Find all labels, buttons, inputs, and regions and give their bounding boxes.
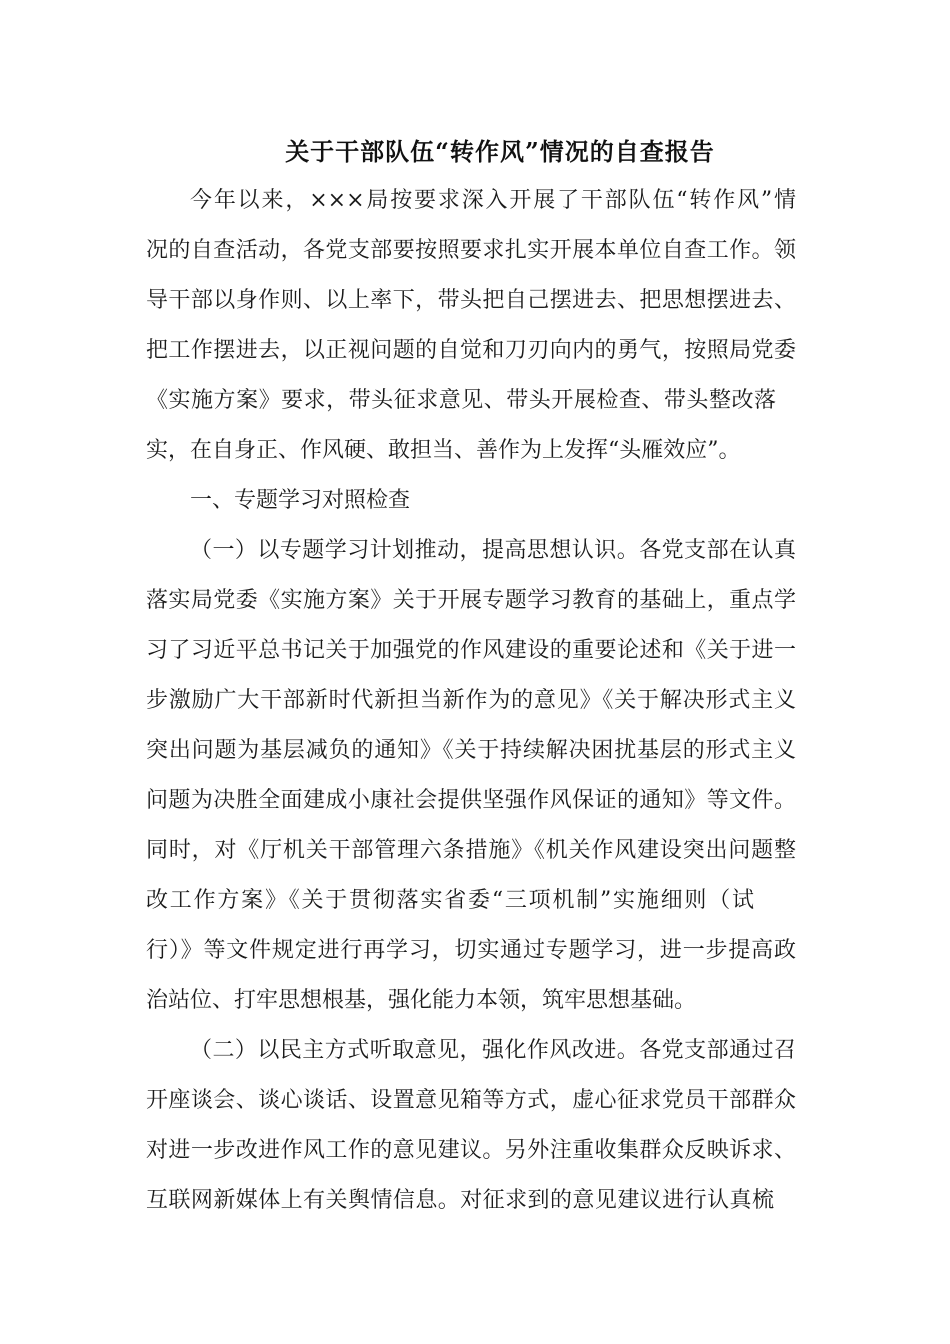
paragraph-line: 互联网新媒体上有关舆情信息。对征求到的意见建议进行认真梳 (146, 1188, 774, 1213)
paragraph-line: （一）以专题学习计划推动，提高思想认识。各党支部在认真 (190, 538, 796, 563)
paragraph-line: 今年以来，×××局按要求深入开展了干部队伍“转作风”情 (190, 188, 796, 213)
paragraph-line: 步激励广大干部新时代新担当新作为的意见》《关于解决形式主义 (146, 688, 796, 713)
paragraph-line: 开座谈会、谈心谈话、设置意见箱等方式，虚心征求党员干部群众 (146, 1088, 796, 1113)
paragraph-line: 行）》等文件规定进行再学习，切实通过专题学习，进一步提高政 (146, 938, 796, 963)
paragraph-line: 实，在自身正、作风硬、敢担当、善作为上发挥“头雁效应”。 (146, 438, 741, 463)
paragraph-line: 落实局党委《实施方案》关于开展专题学习教育的基础上，重点学 (146, 588, 796, 613)
paragraph-line: 改工作方案》《关于贯彻落实省委“三项机制”实施细则（试 (146, 888, 754, 913)
paragraph-line: （二）以民主方式听取意见，强化作风改进。各党支部通过召 (190, 1038, 796, 1063)
section-heading: 一、专题学习对照检查 (190, 488, 411, 513)
paragraph-line: 习了习近平总书记关于加强党的作风建设的重要论述和《关于进一 (146, 638, 796, 663)
paragraph-line: 问题为决胜全面建成小康社会提供坚强作风保证的通知》等文件。 (146, 788, 796, 813)
paragraph-line: 况的自查活动，各党支部要按照要求扎实开展本单位自查工作。领 (146, 238, 796, 263)
paragraph-line: 突出问题为基层减负的通知》《关于持续解决困扰基层的形式主义 (146, 738, 796, 763)
paragraph-line: 导干部以身作则、以上率下，带头把自己摆进去、把思想摆进去、 (146, 288, 796, 313)
paragraph-line: 同时，对《厅机关干部管理六条措施》《机关作风建设突出问题整 (146, 838, 796, 863)
paragraph-line: 对进一步改进作风工作的意见建议。另外注重收集群众反映诉求、 (146, 1138, 796, 1163)
paragraph-line: 把工作摆进去，以正视问题的自觉和刀刃向内的勇气，按照局党委 (146, 338, 796, 363)
paragraph-line: 《实施方案》要求，带头征求意见、带头开展检查、带头整改落 (146, 388, 776, 413)
paragraph-line: 治站位、打牢思想根基，强化能力本领，筑牢思想基础。 (146, 988, 697, 1013)
document-title: 关于干部队伍“转作风”情况的自查报告 (285, 137, 715, 166)
